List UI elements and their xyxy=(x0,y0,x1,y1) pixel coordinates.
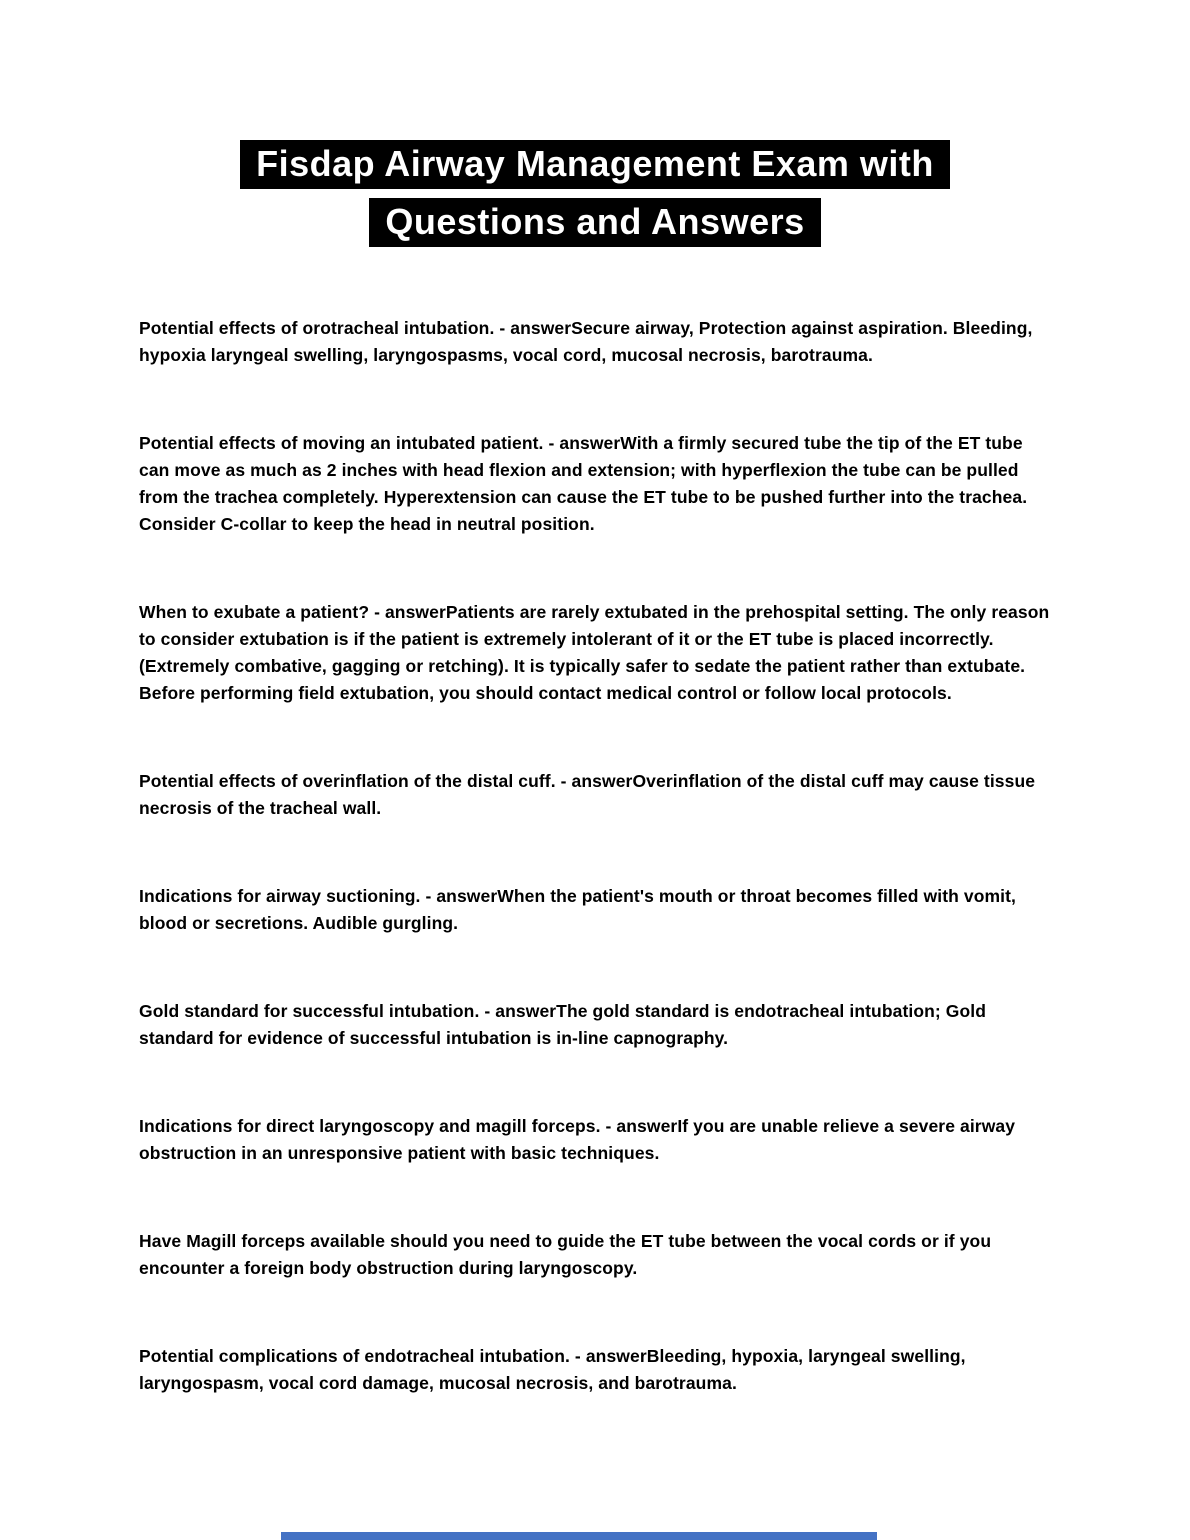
title-line-2 xyxy=(0,198,1190,247)
qa-paragraph: Indications for airway suctioning. - answerWhen the patient's mouth or throat becomes filled with vomit, blood or secretions. Audible gurgling. xyxy=(139,886,1017,933)
title-line-1 xyxy=(0,140,1190,189)
document-title xyxy=(0,0,1190,247)
qa-paragraph: When to exubate a patient? - answerPatients are rarely extubated in the prehospital setting. The only reason to consider extubation is if the patient is extremely intolerant of it or the ET tube is placed incorrectly. (Extremely combative, gagging or retching). It is typically safer to sedate the patient rather than extubate. Before performing field extubation, you should contact medical control or follow local protocols. xyxy=(139,602,1050,703)
qa-paragraph: Have Magill forceps available should you need to guide the ET tube between the vocal cords or if you encounter a foreign body obstruction during laryngoscopy. xyxy=(139,1231,992,1278)
title-line-1-text: Fisdap Airway Management Exam with xyxy=(240,140,950,189)
qa-paragraph: Gold standard for successful intubation. - answerThe gold standard is endotracheal intubation; Gold standard for evidence of successful intubation is in-line capnography. xyxy=(139,1001,987,1048)
qa-paragraph: Potential effects of overinflation of the distal cuff. - answerOverinflation of the distal cuff may cause tissue necrosis of the tracheal wall. xyxy=(139,771,1036,818)
qa-paragraph: Indications for direct laryngoscopy and magill forceps. - answerIf you are unable relieve a severe airway obstruction in an unresponsive patient with basic techniques. xyxy=(139,1116,1016,1163)
qa-paragraph: Potential complications of endotracheal intubation. - answerBleeding, hypoxia, laryngeal swelling, laryngospasm, vocal cord damage, mucosal necrosis, and barotrauma. xyxy=(139,1346,966,1393)
qa-content xyxy=(139,315,1055,1397)
qa-paragraph: Potential effects of moving an intubated patient. - answerWith a firmly secured tube the tip of the ET tube can move as much as 2 inches with head flexion and extension; with hyperflexion the tube can be pulled from the trachea completely. Hyperextension can cause the ET tube to be pushed further into the trachea. Consider C-collar to keep the head in neutral position. xyxy=(139,433,1028,534)
bottom-scroll-indicator xyxy=(281,1532,877,1540)
qa-paragraph: Potential effects of orotracheal intubation. - answerSecure airway, Protection against aspiration. Bleeding, hypoxia laryngeal swelling, laryngospasms, vocal cord, mucosal necrosis, barotrauma. xyxy=(139,318,1033,365)
title-line-2-text: Questions and Answers xyxy=(369,198,820,247)
